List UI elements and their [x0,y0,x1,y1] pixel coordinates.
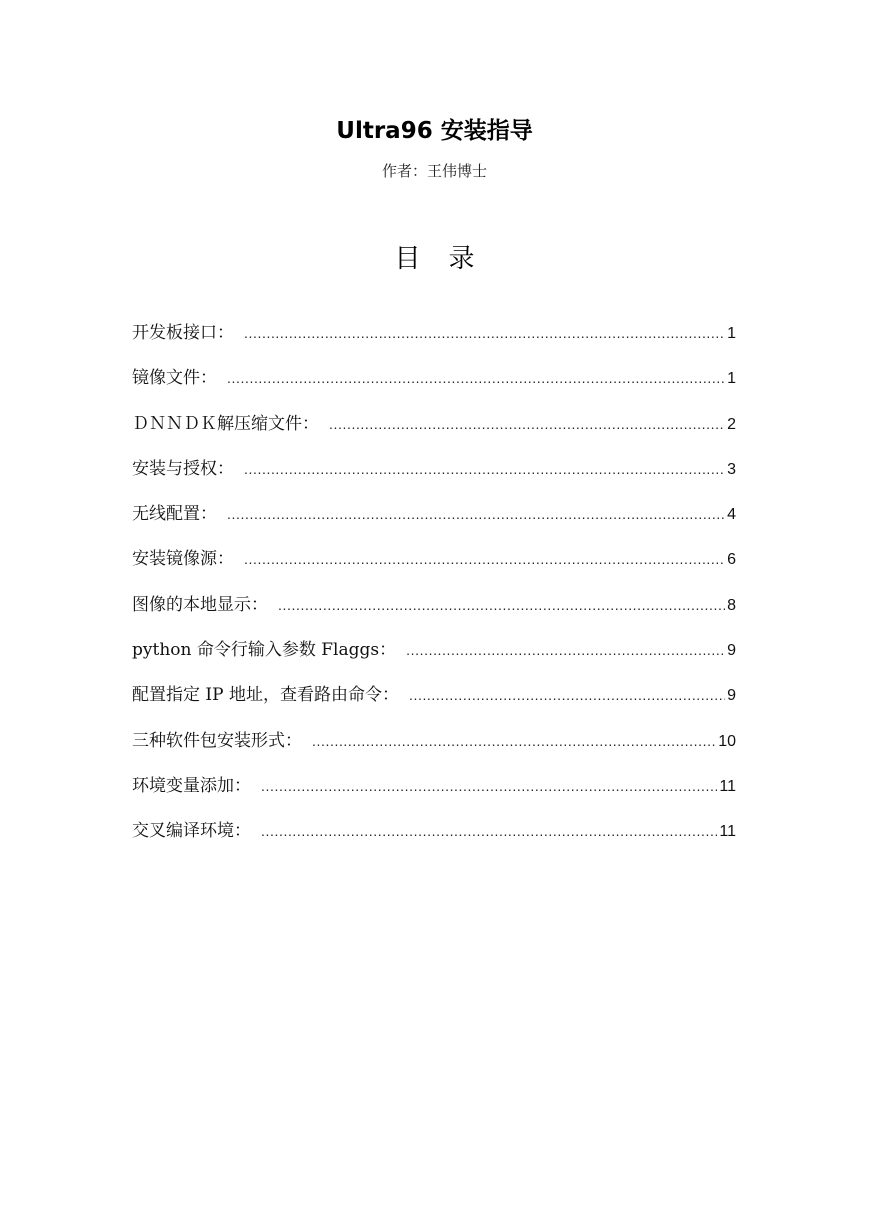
toc-entry-label: 安装与授权： [132,458,234,479]
toc-dot-leader [278,597,725,613]
toc-entry-label: 安装镜像源： [132,549,234,570]
toc-entry-label: 开发板接口： [132,323,234,343]
toc-entry-python-flags[interactable] [132,635,736,680]
toc-entry-page-number: 1 [727,370,736,388]
toc-entry-page-number: 8 [727,596,736,614]
toc-entry-image-file[interactable] [132,363,736,408]
toc-dot-leader [227,506,725,522]
document-author: 作者：王伟博士 [381,162,487,180]
toc-entry-page-number: 11 [719,777,736,795]
toc-entry-env-variables[interactable] [132,771,736,816]
toc-dot-leader [244,551,725,567]
toc-entry-label: 配置指定 IP 地址，查看路由命令： [132,685,399,706]
table-of-contents [132,318,736,862]
toc-dot-leader [312,733,716,749]
toc-entry-label: 镜像文件： [132,368,217,389]
toc-entry-page-number: 6 [727,551,736,569]
toc-dot-leader [406,642,725,658]
toc-dot-leader [329,416,725,432]
toc-entry-wireless-config[interactable] [132,499,736,544]
toc-entry-local-image-display[interactable] [132,590,736,635]
toc-entry-dnndk-unzip[interactable] [132,409,736,454]
toc-entry-page-number: 9 [727,642,736,660]
toc-entry-label: python 命令行输入参数 Flaggs： [132,640,397,661]
toc-entry-label: 交叉编译环境： [132,821,251,842]
toc-entry-label: ＤＮＮＤＫ解压缩文件： [132,413,319,434]
toc-entry-label: 三种软件包安装形式： [132,730,302,751]
toc-dot-leader [409,687,725,703]
toc-entry-label: 环境变量添加： [132,775,251,796]
toc-entry-page-number: 2 [727,415,736,433]
toc-entry-page-number: 3 [727,460,736,478]
toc-dot-leader [227,370,725,386]
toc-entry-install-mirror[interactable] [132,544,736,589]
toc-entry-page-number: 10 [718,732,736,750]
toc-entry-ip-route-config[interactable] [132,680,736,725]
toc-entry-page-number: 1 [727,325,736,342]
toc-entry-cross-compile[interactable] [132,816,736,861]
toc-entry-install-license[interactable] [132,454,736,499]
toc-entry-package-install-forms[interactable] [132,726,736,771]
toc-entry-board-interface[interactable] [132,318,736,363]
toc-entry-label: 无线配置： [132,504,217,525]
toc-dot-leader [244,461,725,477]
toc-dot-leader [244,325,725,341]
toc-dot-leader [261,823,717,839]
document-title: Ultra96 安装指导 [336,118,533,144]
toc-entry-page-number: 4 [727,506,736,524]
toc-heading: 目录 [394,244,503,274]
toc-entry-page-number: 9 [727,687,736,705]
toc-entry-label: 图像的本地显示： [132,594,268,615]
toc-dot-leader [261,778,717,794]
toc-entry-page-number: 11 [719,823,736,841]
